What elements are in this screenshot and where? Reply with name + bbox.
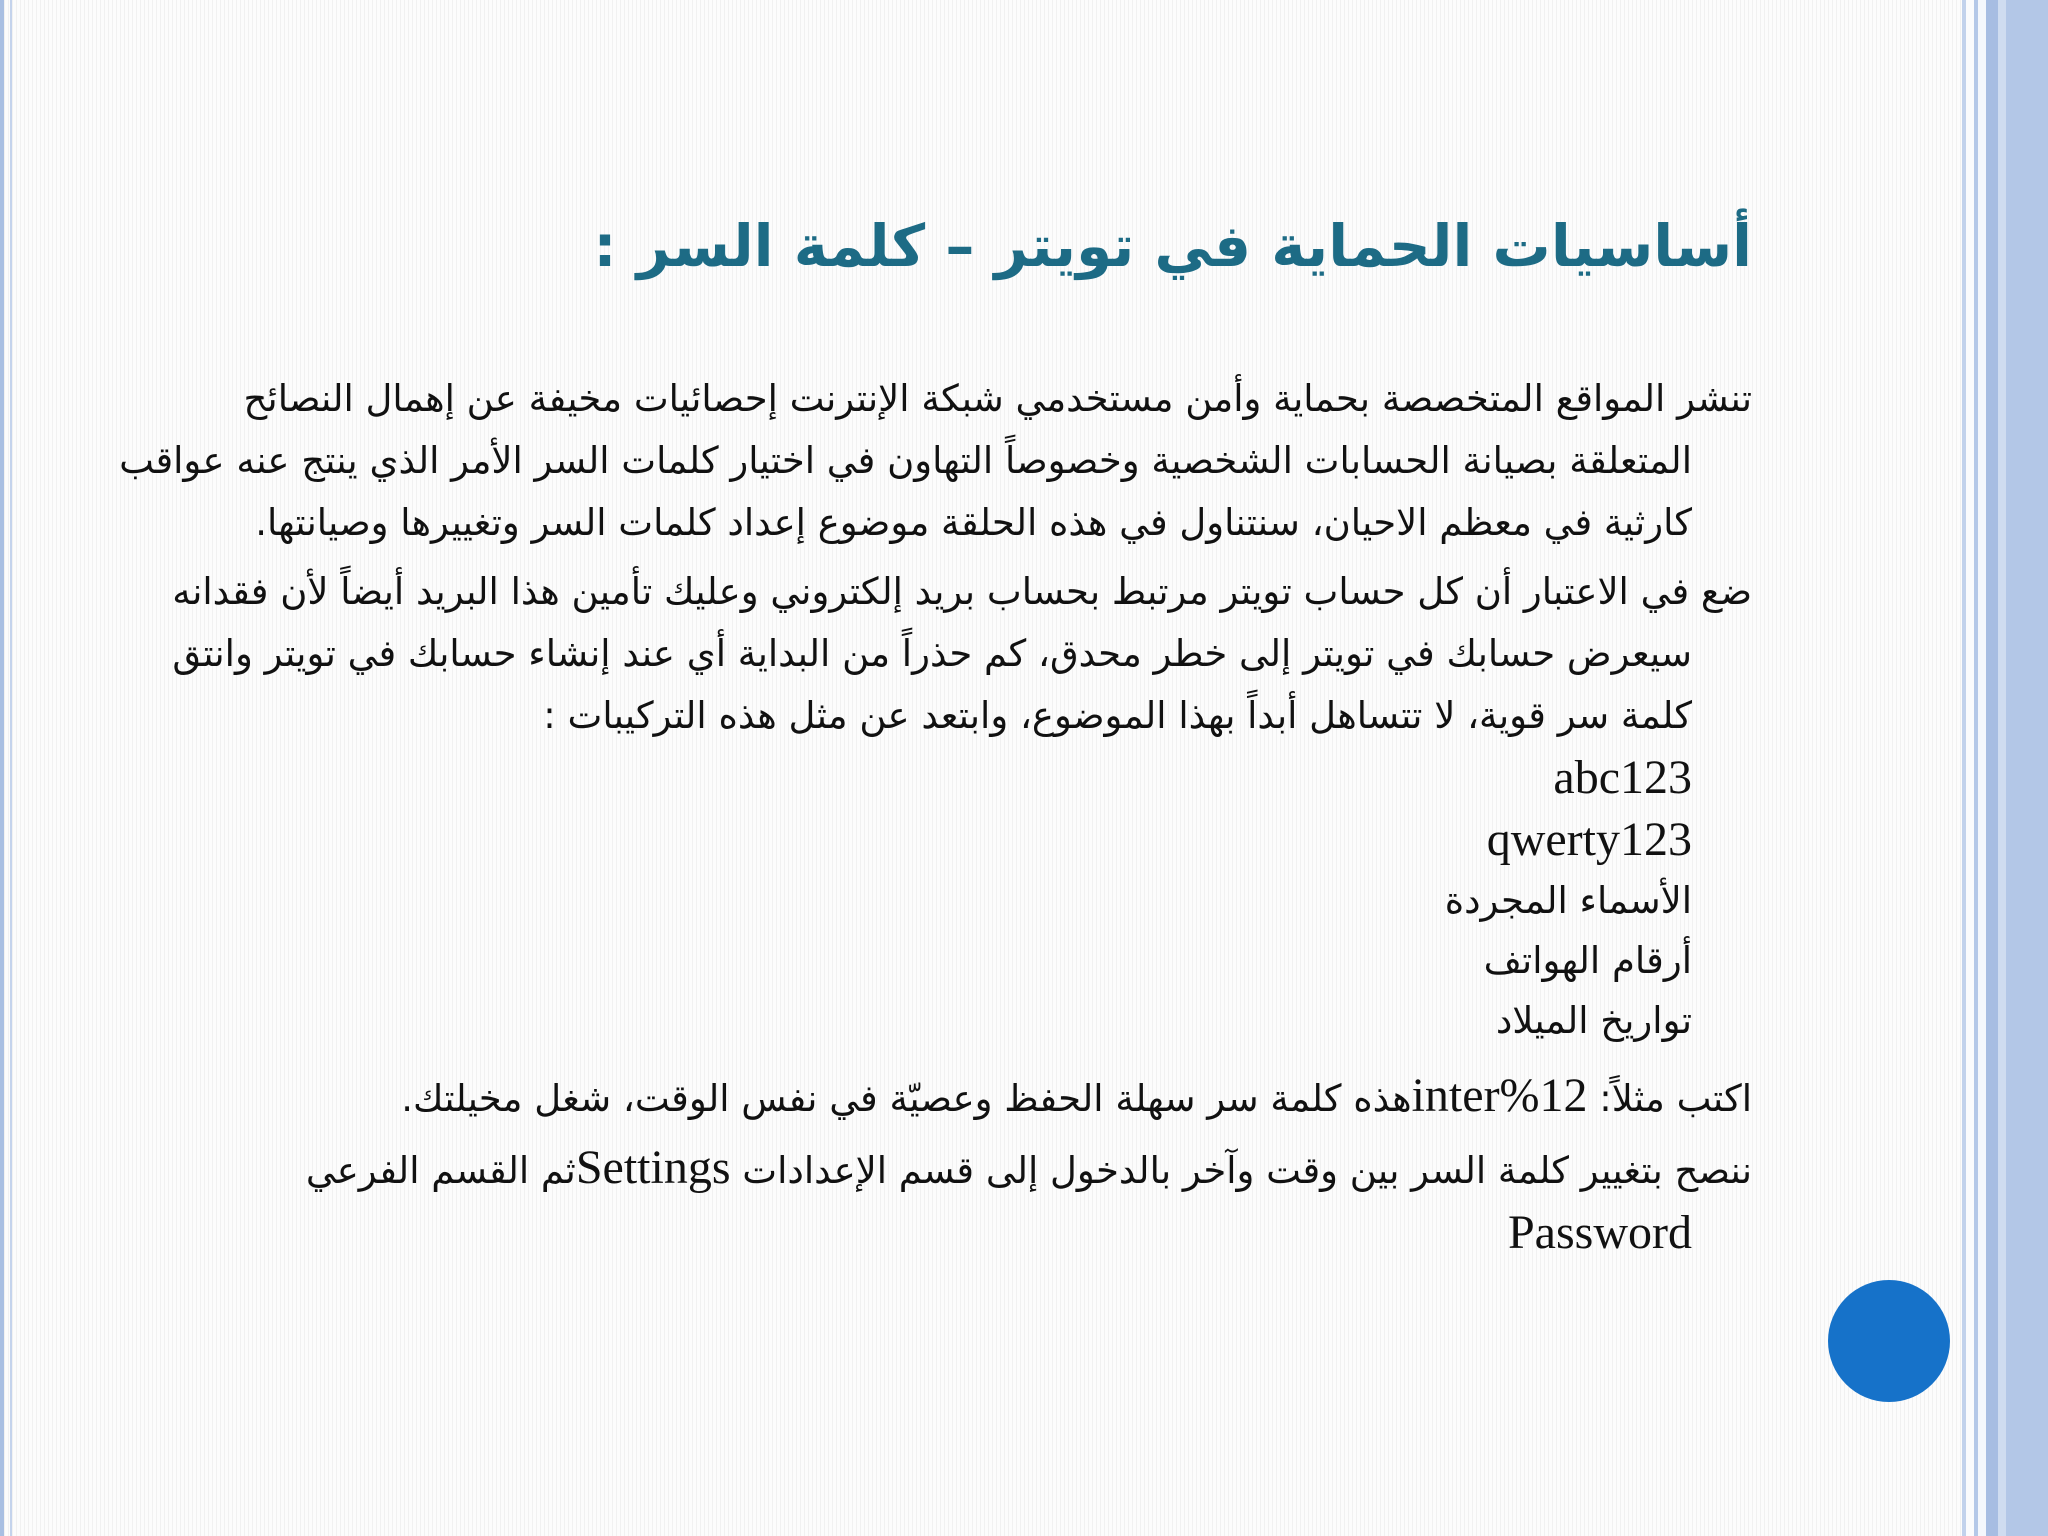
paragraph-email-warning: ضع في الاعتبار أن كل حساب تويتر مرتبط بحساب بريد إلكتروني وعليك تأمين هذا البريد أيضاً لأن فقدانه سيعرض حسابك في تويتر إلى خطر محدق، كم حذراً من البداية أي عند إنشاء حسابك في تويتر وانتق كلمة سر قوية، لا تتساهل أبداً بهذا الموضوع، وابتعد عن مثل هذه التركيبات : xyxy=(172,570,1752,737)
list-item: أرقام الهواتف xyxy=(1483,939,1692,982)
frame-stripe xyxy=(1966,0,1974,1536)
list-item: qwerty123 xyxy=(1486,813,1692,866)
decorative-circle xyxy=(1828,1280,1950,1402)
list-item: الأسماء المجردة xyxy=(1444,879,1692,922)
frame-stripe xyxy=(1998,0,2006,1536)
frame-line-left-inner xyxy=(10,0,12,1536)
list-item: تواريخ الميلاد xyxy=(1495,999,1692,1042)
slide-body xyxy=(112,368,1752,1274)
frame-line-left xyxy=(0,0,4,1536)
password-term: Password xyxy=(1507,1206,1692,1259)
change-middle: ثم القسم الفرعي xyxy=(305,1149,576,1192)
example-suffix: هذه كلمة سر سهلة الحفظ وعصيّة في نفس الوقت، شغل مخيلتك. xyxy=(401,1077,1412,1120)
settings-term: Settings xyxy=(575,1141,731,1194)
example-password: inter%12 xyxy=(1411,1069,1588,1122)
paragraph-change-password xyxy=(112,1137,1752,1267)
frame-stripe xyxy=(1986,0,1998,1536)
weak-password-list xyxy=(112,747,1752,1051)
list-item: abc123 xyxy=(1553,751,1692,804)
paragraph-intro: تنشر المواقع المتخصصة بحماية وأمن مستخدمي شبكة الإنترنت إحصائيات مخيفة عن إهمال النصائح المتعلقة بصيانة الحسابات الشخصية وخصوصاً التهاون في اختيار كلمات السر الأمر الذي ينتج عنه عواقب كارثية في معظم الاحيان، سنتناول في هذه الحلقة موضوع إعداد كلمات السر وتغييرها وصيانتها. xyxy=(119,377,1752,544)
slide-title: أساسيات الحماية في تويتر – كلمة السر : xyxy=(593,212,1752,280)
paragraph-example-password xyxy=(112,1065,1752,1130)
frame-stripe xyxy=(1978,0,1986,1536)
change-prefix: ننصح بتغيير كلمة السر بين وقت وآخر بالدخول إلى قسم الإعدادات xyxy=(730,1149,1752,1192)
example-prefix: اكتب مثلاً: xyxy=(1587,1077,1752,1120)
frame-stripe xyxy=(2006,0,2048,1536)
